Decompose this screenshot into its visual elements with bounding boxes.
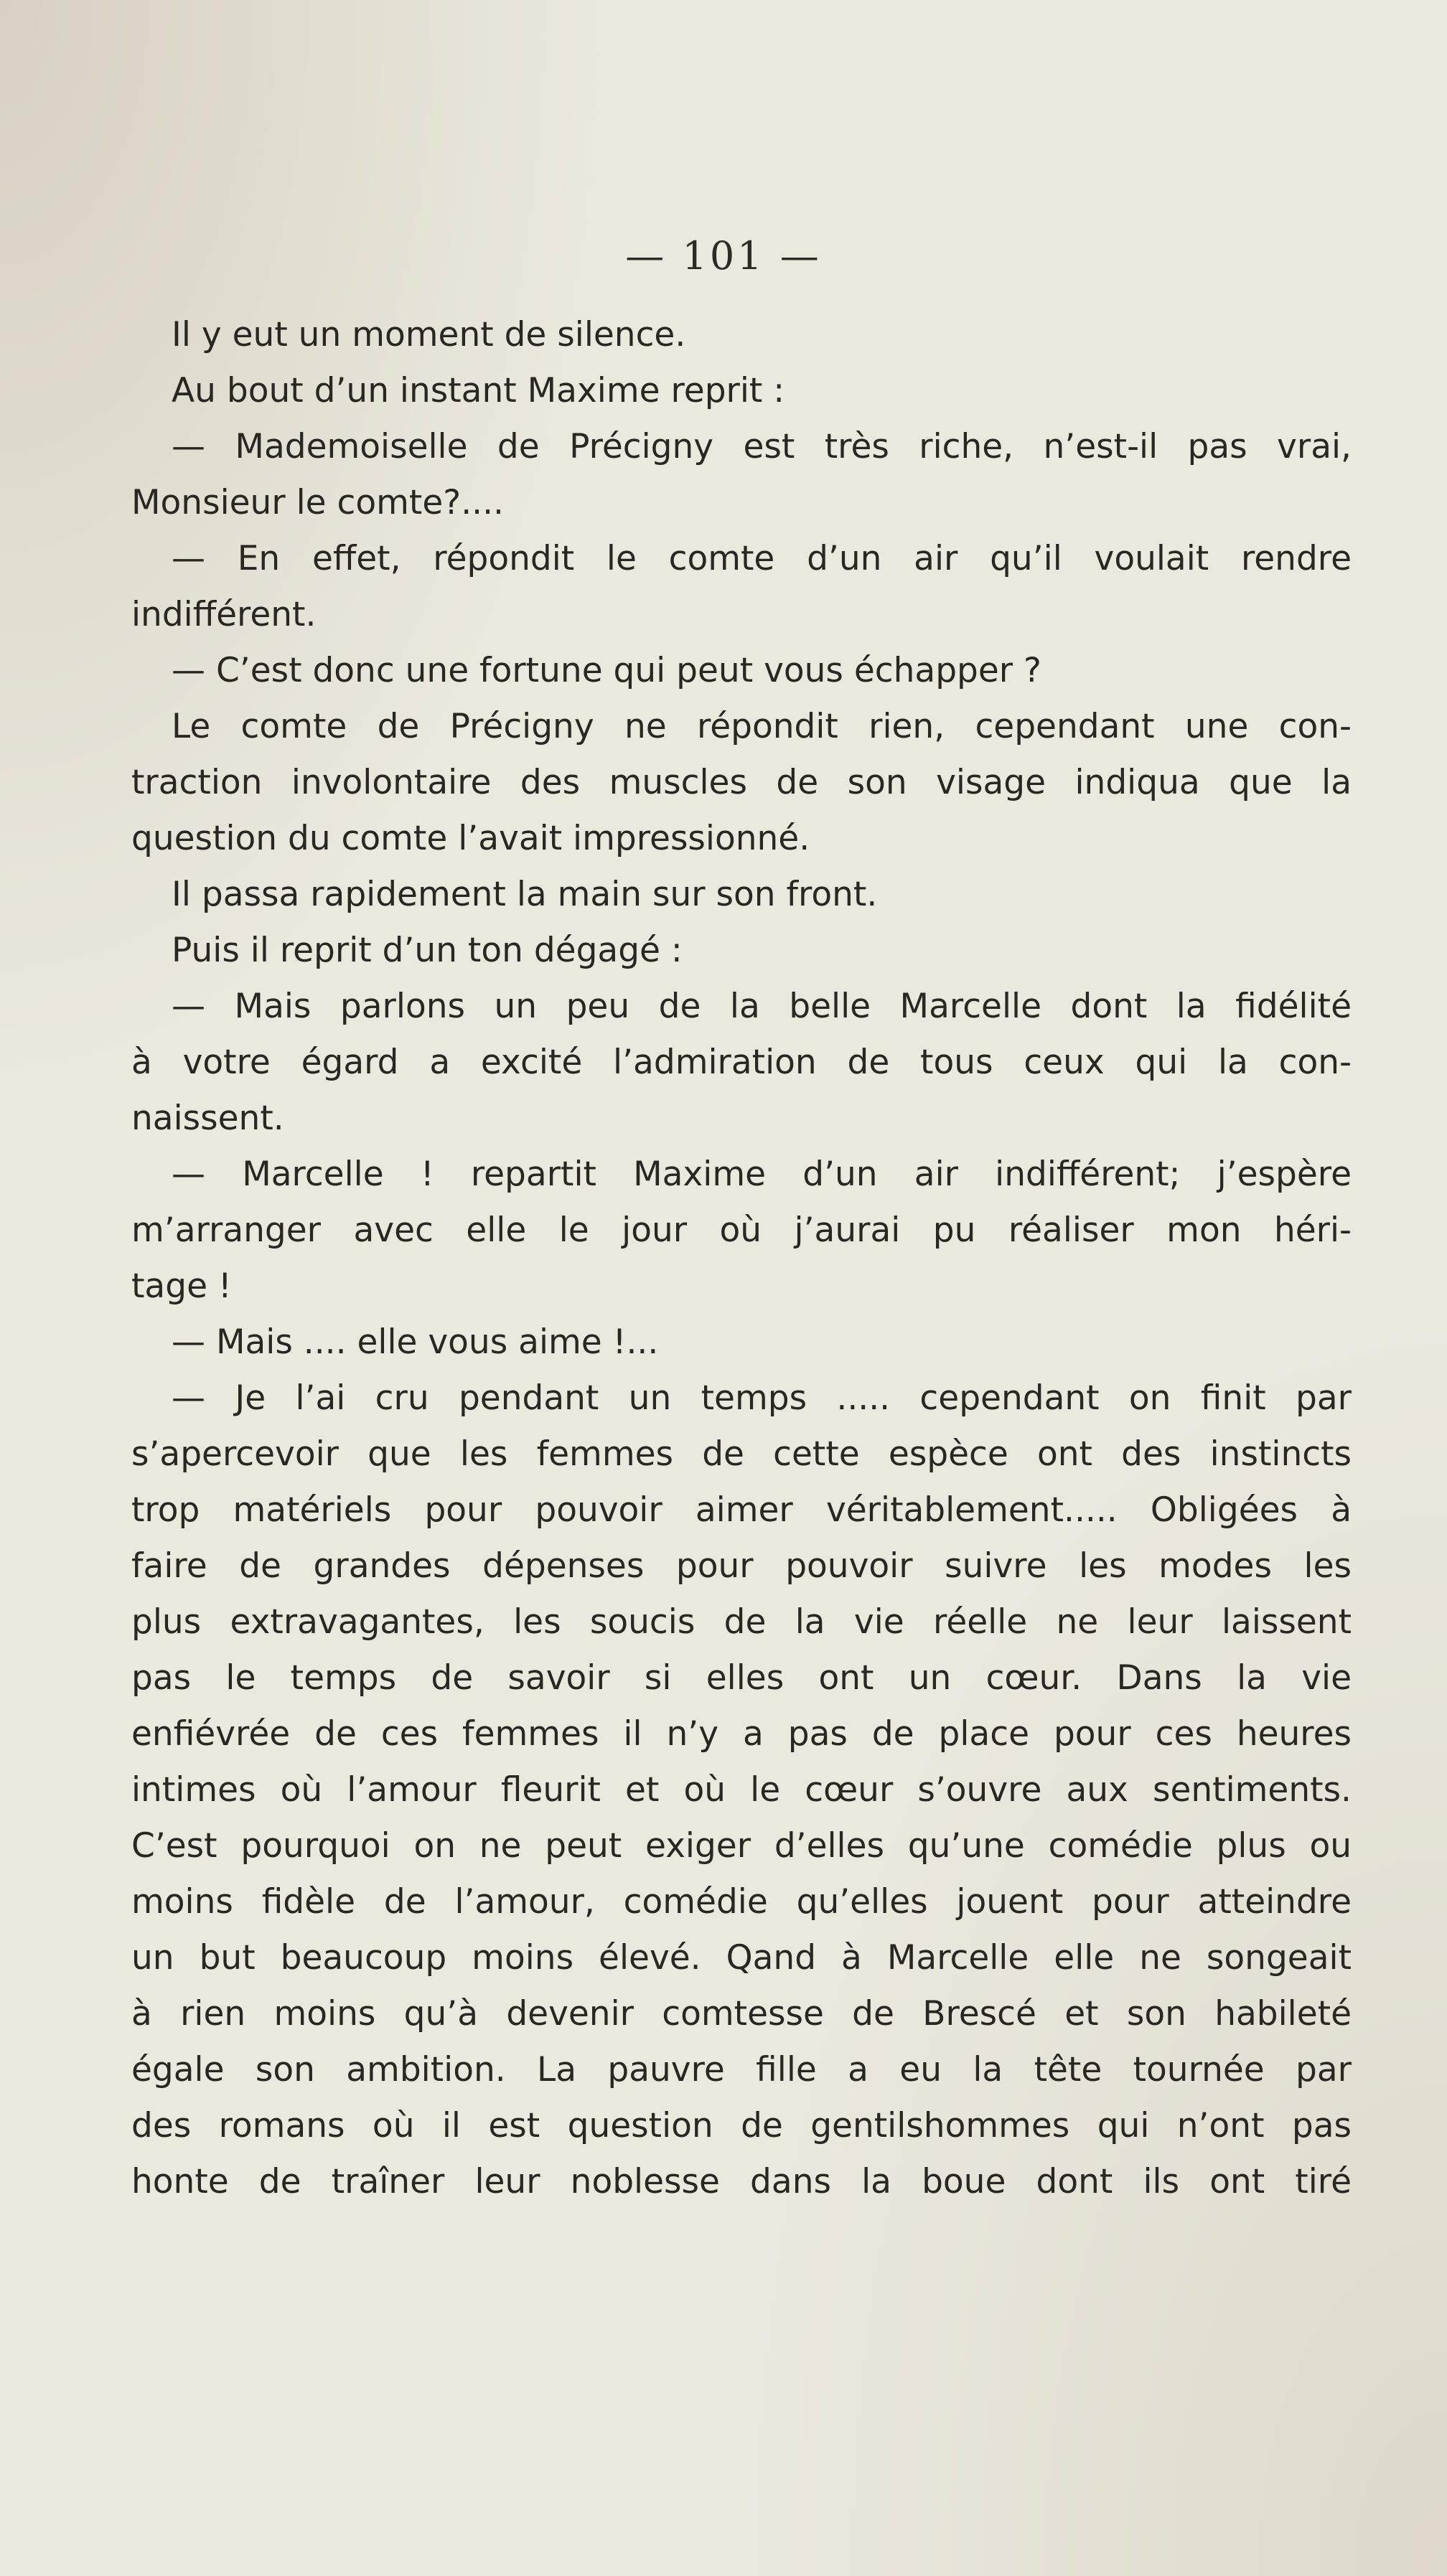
text-line: plus extravagantes, les soucis de la vie réelle ne leur laissent [131, 1602, 1352, 1642]
text-line: faire de grandes dépenses pour pouvoir suivre les modes les [131, 1546, 1352, 1586]
text-line: question du comte l’avait impressionné. [131, 819, 810, 858]
text-line: C’est pourquoi on ne peut exiger d’elles qu’une comédie plus ou [131, 1826, 1352, 1866]
text-line: — Mais parlons un peu de la belle Marcelle dont la fidélité [172, 987, 1352, 1026]
text-line: — Mademoiselle de Précigny est très riche, n’est-il pas vrai, [172, 427, 1352, 466]
text-line: Monsieur le comte?.... [131, 483, 504, 522]
text-line: un but beaucoup moins élevé. Qand à Marcelle elle ne songeait [131, 1938, 1352, 1978]
text-line: égale son ambition. La pauvre fille a eu la tête tournée par [131, 2050, 1352, 2090]
text-line: s’apercevoir que les femmes de cette espèce ont des instincts [131, 1434, 1352, 1474]
text-line: Il passa rapidement la main sur son front. [172, 875, 878, 914]
text-line: moins fidèle de l’amour, comédie qu’elles jouent pour atteindre [131, 1882, 1352, 1922]
text-line: honte de traîner leur noblesse dans la boue dont ils ont tiré [131, 2162, 1352, 2201]
text-line: m’arranger avec elle le jour où j’aurai pu réaliser mon héri- [131, 1211, 1352, 1250]
text-line: tage ! [131, 1266, 232, 1306]
text-line: — C’est donc une fortune qui peut vous échapper ? [172, 651, 1041, 690]
text-line: Il y eut un moment de silence. [172, 315, 686, 354]
text-line: — En effet, répondit le comte d’un air qu’il voulait rendre [172, 539, 1352, 578]
text-line: pas le temps de savoir si elles ont un cœur. Dans la vie [131, 1658, 1352, 1698]
text-line: — Je l’ai cru pendant un temps ..... cependant on finit par [172, 1378, 1352, 1418]
text-line: enfiévrée de ces femmes il n’y a pas de place pour ces heures [131, 1714, 1352, 1754]
text-line: indifférent. [131, 595, 317, 634]
body-text [131, 307, 1352, 2210]
text-line: Le comte de Précigny ne répondit rien, cependant une con- [172, 707, 1352, 746]
text-line: Au bout d’un instant Maxime reprit : [172, 371, 785, 410]
text-line: — Marcelle ! repartit Maxime d’un air indifférent; j’espère [172, 1155, 1352, 1194]
page-number: — 101 — [625, 233, 822, 278]
text-line: à votre égard a excité l’admiration de tous ceux qui la con- [131, 1043, 1352, 1082]
text-line: — Mais .... elle vous aime !... [172, 1322, 659, 1362]
text-line: intimes où l’amour fleurit et où le cœur s’ouvre aux sentiments. [131, 1770, 1352, 1810]
text-line: Puis il reprit d’un ton dégagé : [172, 931, 683, 970]
text-line: à rien moins qu’à devenir comtesse de Brescé et son habileté [131, 1994, 1352, 2034]
text-line: des romans où il est question de gentilshommes qui n’ont pas [131, 2106, 1352, 2145]
text-line: trop matériels pour pouvoir aimer véritablement..... Obligées à [131, 1490, 1352, 1530]
text-line: traction involontaire des muscles de son visage indiqua que la [131, 763, 1352, 802]
text-line: naissent. [131, 1099, 284, 1138]
